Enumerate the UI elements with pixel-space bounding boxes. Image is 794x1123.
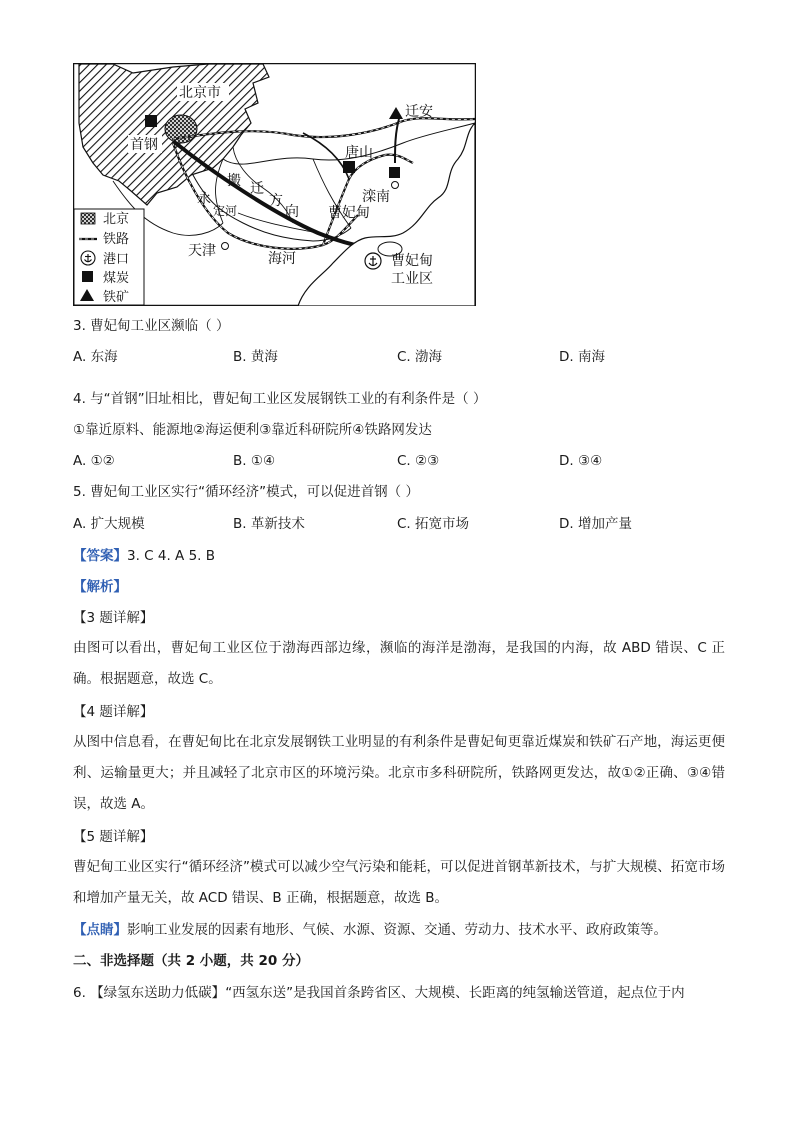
q6-tag: 【绿氢东送助力低碳】 (90, 985, 226, 1001)
label-beijing-city: 北京市 (179, 85, 221, 101)
label-move-1: 搬 (227, 173, 241, 189)
q5-option-b: B. 革新技术 (233, 516, 305, 532)
detail-5-text: 曹妃甸工业区实行“循环经济”模式可以减少空气污染和能耗，可以促进首钢革新技术，与扩大规模、拓宽市场和增加产量无关，故 ACD 错误、B 正确，根据题意，故选 B。 (73, 859, 725, 906)
q3-option-d: D. 南海 (559, 349, 605, 365)
label-yongding-1: 永 (197, 191, 211, 207)
label-zone-2: 工业区 (391, 271, 433, 287)
label-move-3: 方 (269, 193, 283, 209)
q5-option-d: D. 增加产量 (559, 516, 632, 532)
anchor-icon-legend (81, 251, 95, 265)
section-2-title: 二、非选择题（共 2 小题，共 20 分） (73, 953, 309, 969)
tip-text: 影响工业发展的因素有地形、气候、水源、资源、交通、劳动力、技术水平、政府政策等。 (127, 922, 667, 938)
label-yongding-2: 定河 (213, 204, 238, 218)
detail-4-text: 从图中信息看，在曹妃甸比在北京发展钢铁工业明显的有利条件是曹妃甸更靠近煤炭和铁矿石产地，海运更便利、运输量更大；并且减轻了北京市区的环境污染。北京市多科研院所，铁路网更发达，故①②正确、③④错误，故选 A。 (73, 734, 725, 812)
map-svg (73, 63, 476, 306)
shougang-coal-square (145, 115, 157, 127)
detail-4-title: 【4 题详解】 (73, 704, 154, 720)
label-caofeidian: 曹妃甸 (328, 205, 370, 221)
legend-label-iron: 铁矿 (103, 290, 130, 305)
answer-text: 3. C 4. A 5. B (127, 548, 216, 564)
answer-line (73, 546, 215, 566)
label-luannan: 滦南 (362, 189, 390, 205)
q5-option-c: C. 拓宽市场 (397, 516, 470, 532)
label-zone-1: 曹妃甸 (391, 253, 433, 269)
q4-option-d: D. ③④ (559, 453, 603, 469)
q3-option-b: B. 黄海 (233, 349, 278, 365)
legend-label-beijing: 北京 (103, 212, 130, 227)
detail-3-text: 由图可以看出，曹妃甸工业区位于渤海西部边缘，濒临的海洋是渤海，是我国的内海，故 ABD 错误、C 正确。根据题意，故选 C。 (73, 640, 725, 687)
tangshan-coal-square (343, 161, 355, 173)
detail-3-title: 【3 题详解】 (73, 610, 154, 626)
label-haihe: 海河 (268, 251, 296, 267)
q4-stem: 4. 与“首钢”旧址相比，曹妃甸工业区发展钢铁工业的有利条件是（ ） (73, 391, 487, 407)
anchor-icon (365, 253, 381, 269)
label-move-4: 向 (285, 204, 299, 220)
label-qianan: 迁安 (405, 104, 433, 120)
q4-option-a: A. ①② (73, 453, 115, 469)
q4-conditions: ①靠近原料、能源地②海运便利③靠近科研院所④铁路网发达 (73, 422, 432, 438)
square-icon (82, 271, 93, 282)
analysis-label-line (73, 577, 127, 597)
tip-line (73, 920, 667, 940)
legend-label-railway: 铁路 (103, 232, 130, 247)
legend-label-port: 港口 (103, 252, 130, 267)
legend-label-coal: 煤炭 (103, 271, 130, 286)
q3-option-c: C. 渤海 (397, 349, 443, 365)
q6-number: 6. (73, 985, 86, 1001)
q6-text: “西氢东送”是我国首条跨省区、大规模、长距离的纯氢输送管道，起点位于内 (225, 985, 685, 1001)
answer-label: 【答案】 (73, 548, 127, 564)
label-tangshan: 唐山 (345, 145, 373, 161)
q6-line (73, 983, 685, 1003)
label-move-2: 迁 (250, 181, 264, 197)
map-figure (73, 63, 476, 306)
crosshatch-icon (81, 213, 95, 224)
label-tianjin: 天津 (188, 243, 216, 259)
q4-option-b: B. ①④ (233, 453, 276, 469)
q3-option-a: A. 东海 (73, 349, 118, 365)
map-legend (74, 209, 144, 305)
label-shougang: 首钢 (130, 137, 158, 153)
analysis-label: 【解析】 (73, 579, 127, 595)
luannan-coal-square (389, 167, 400, 178)
q3-stem: 3. 曹妃甸工业区濒临（ ） (73, 318, 230, 334)
detail-5-title: 【5 题详解】 (73, 829, 154, 845)
q5-option-a: A. 扩大规模 (73, 516, 145, 532)
q5-stem: 5. 曹妃甸工业区实行“循环经济”模式，可以促进首钢（ ） (73, 484, 419, 500)
tip-label: 【点睛】 (73, 922, 127, 938)
q4-option-c: C. ②③ (397, 453, 440, 469)
